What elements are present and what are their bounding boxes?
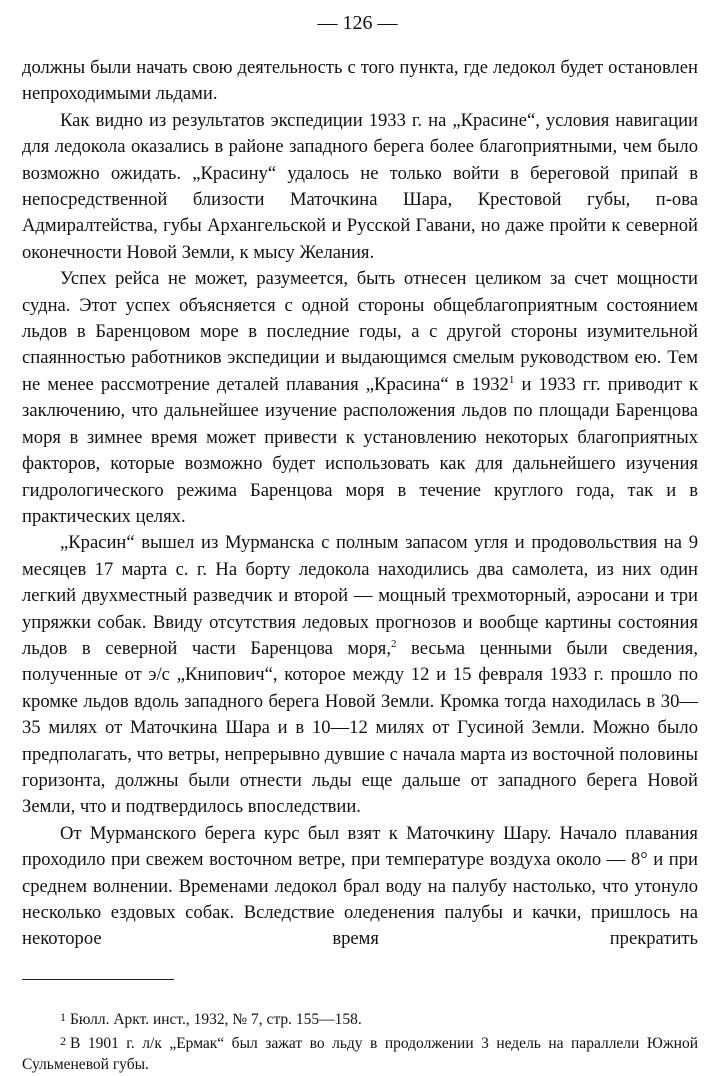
body-text [22,55,698,953]
footnote [22,1007,698,1031]
footnote [22,1031,698,1076]
paragraph-text: весьма ценными были сведения, полученные от э/с „Книпович“, которое между 12 и 15 февраля 1933 г. прошло по кромке льдов вдоль западного берега Новой Земли. Кромка тогда находилась в 30—35 милях от Маточкина Шара и в 10—12 милях от Гусиной Земли. Можно было предполагать, что ветры, непрерывно дувшие с начала марта из восточной половины горизонта, должны были отнести льды еще дальше от западного берега Новой Земли, что и подтвердилось впоследствии. [22,637,698,818]
footnote-mark: 1 [60,1010,66,1024]
paragraph-continued: должны были начать свою деятельность с того пункта, где ледокол будет остановлен непроходимыми льдами. [22,57,698,105]
paragraph-departure [22,530,698,820]
page-number: — 126 — [317,12,398,34]
footnote-text: В 1901 г. л/к „Ермак“ был зажат во льду в продолжении 3 недель на параллели Южной Сульменевой губы. [22,1034,698,1073]
footnote-ref: 1 [508,373,515,386]
footnote-ref: 2 [390,637,397,650]
footnote-divider [22,979,174,980]
paragraph-text: и 1933 гг. приводит к заключению, что дальнейшее изучение расположения льдов по площади Баренцова моря в зимнее время может привести к установлению некоторых благоприятных факторов, которые возможно будет использовать как для дальнейшего изучения гидрологического режима Баренцова моря в течение круглого года, так и в практических целях. [22,373,698,527]
footnotes [22,1007,698,1076]
paragraph-success [22,266,698,530]
footnote-mark: 2 [60,1033,66,1048]
paragraph-course: От Мурманского берега курс был взят к Маточкину Шару. Начало плавания проходило при свежем восточном ветре, при температуре воздуха около — 8° и при среднем волнении. Временами ледокол брал воду на палубу настолько, что утонуло несколько ездовых собак. Вследствие оледенения палубы и качки, пришлось на некоторое время прекратить [22,822,698,950]
paragraph-krasin-results: Как видно из результатов экспедиции 1933 г. на „Красине“, условия навигации для ледокола оказались в районе западного берега более благоприятными, чем было возможно ожидать. „Красину“ удалось не только войти в береговой припай в непосредственной близости Маточкина Шара, Крестовой губы, п-ова Адмиралтейства, губы Архангельской и Русской Гавани, но даже пройти к северной оконечности Новой Земли, к мысу Желания. [22,109,698,263]
footnote-text: Бюлл. Аркт. инст., 1932, № 7, стр. 155—158. [70,1011,362,1028]
paragraph-text: „Красин“ вышел из Мурманска с полным запасом угля и продовольствия на 9 месяцев 17 марта с. г. На борту ледокола находились два самолета, из них один легкий двухместный разведчик и второй — мощный трехмоторный, аэросани и три упряжки собак. Ввиду отсутствия ледовых прогнозов и вообще картины состояния льдов в северной части Баренцова моря, [22,532,698,659]
paragraph-text: Успех рейса не может, разумеется, быть отнесен целиком за счет мощности судна. Этот успех объясняется с одной стороны общеблагоприятным состоянием льдов в Баренцовом море в последние годы, а с другой стороны изумительной спаянностью работников экспедиции и выдающимся смелым руководством ею. Тем не менее рассмотрение деталей плавания „Красина“ в 1932 [22,268,698,395]
